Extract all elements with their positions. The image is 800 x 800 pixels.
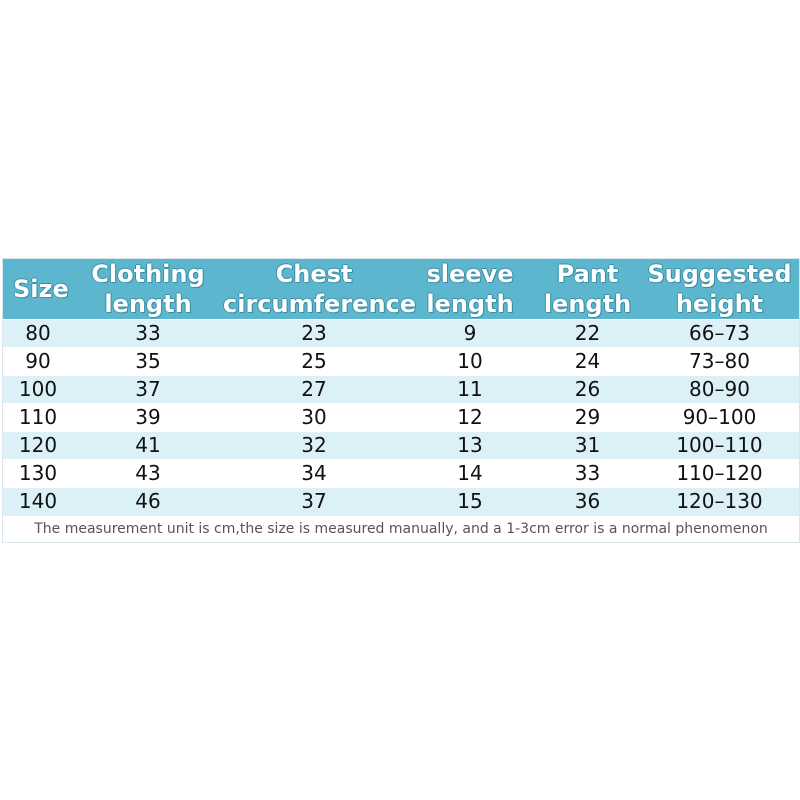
- cell-pant-length: 24: [535, 348, 640, 376]
- cell-suggested-height: 120–130: [640, 488, 799, 516]
- table-row: [3, 376, 799, 404]
- cell-chest-circumference: 37: [223, 488, 405, 516]
- cell-pant-length: 29: [535, 404, 640, 432]
- cell-suggested-height: 110–120: [640, 460, 799, 488]
- note-row: [3, 516, 799, 542]
- cell-suggested-height: 100–110: [640, 432, 799, 460]
- header-size-line-1: Size: [13, 275, 69, 303]
- header-clothing-length: [73, 259, 223, 320]
- table-row: [3, 320, 799, 348]
- cell-sleeve-length: 12: [405, 404, 535, 432]
- cell-pant-length: 33: [535, 460, 640, 488]
- cell-suggested-height: 66–73: [640, 320, 799, 348]
- cell-size: 120: [3, 432, 73, 460]
- header-row: [3, 259, 799, 320]
- header-size: [3, 259, 73, 320]
- table-row: [3, 460, 799, 488]
- header-pant-length-line-1: Pant: [556, 260, 619, 288]
- cell-chest-circumference: 32: [223, 432, 405, 460]
- cell-size: 100: [3, 376, 73, 404]
- cell-suggested-height: 73–80: [640, 348, 799, 376]
- size-table: [3, 259, 799, 542]
- cell-clothing-length: 39: [73, 404, 223, 432]
- cell-size: 80: [3, 320, 73, 348]
- table-row: [3, 404, 799, 432]
- cell-pant-length: 36: [535, 488, 640, 516]
- cell-clothing-length: 37: [73, 376, 223, 404]
- cell-sleeve-length: 15: [405, 488, 535, 516]
- cell-sleeve-length: 10: [405, 348, 535, 376]
- header-clothing-length-line-1: Clothing: [91, 260, 205, 288]
- cell-chest-circumference: 25: [223, 348, 405, 376]
- cell-clothing-length: 46: [73, 488, 223, 516]
- cell-suggested-height: 90–100: [640, 404, 799, 432]
- cell-size: 140: [3, 488, 73, 516]
- cell-chest-circumference: 34: [223, 460, 405, 488]
- table-row: [3, 488, 799, 516]
- cell-pant-length: 26: [535, 376, 640, 404]
- cell-sleeve-length: 14: [405, 460, 535, 488]
- header-sleeve-length-line-2: length: [426, 290, 514, 318]
- size-chart: [2, 258, 800, 543]
- header-pant-length: [535, 259, 640, 320]
- cell-size: 110: [3, 404, 73, 432]
- header-chest-circumference: [223, 259, 417, 320]
- header-suggested-height-line-2: height: [675, 290, 764, 318]
- table-row: [3, 348, 799, 376]
- header-sleeve-length: [405, 259, 535, 320]
- header-suggested-height: [640, 259, 799, 320]
- table-row: [3, 432, 799, 460]
- cell-pant-length: 31: [535, 432, 640, 460]
- header-suggested-height-line-1: Suggested: [647, 260, 792, 288]
- cell-clothing-length: 43: [73, 460, 223, 488]
- cell-size: 90: [3, 348, 73, 376]
- cell-clothing-length: 35: [73, 348, 223, 376]
- header-sleeve-length-line-1: sleeve: [426, 260, 514, 288]
- measurement-note: The measurement unit is cm,the size is measured manually, and a 1-3cm error is a normal phenomenon: [3, 516, 799, 542]
- header-chest-circumference-line-2: circumference: [223, 290, 417, 318]
- cell-chest-circumference: 30: [223, 404, 405, 432]
- cell-chest-circumference: 27: [223, 376, 405, 404]
- cell-sleeve-length: 13: [405, 432, 535, 460]
- cell-suggested-height: 80–90: [640, 376, 799, 404]
- cell-sleeve-length: 11: [405, 376, 535, 404]
- header-clothing-length-line-2: length: [104, 290, 192, 318]
- cell-clothing-length: 33: [73, 320, 223, 348]
- cell-chest-circumference: 23: [223, 320, 405, 348]
- header-pant-length-line-2: length: [543, 290, 632, 318]
- cell-clothing-length: 41: [73, 432, 223, 460]
- cell-sleeve-length: 9: [405, 320, 535, 348]
- header-chest-circumference-line-1: Chest: [275, 260, 353, 288]
- cell-pant-length: 22: [535, 320, 640, 348]
- cell-size: 130: [3, 460, 73, 488]
